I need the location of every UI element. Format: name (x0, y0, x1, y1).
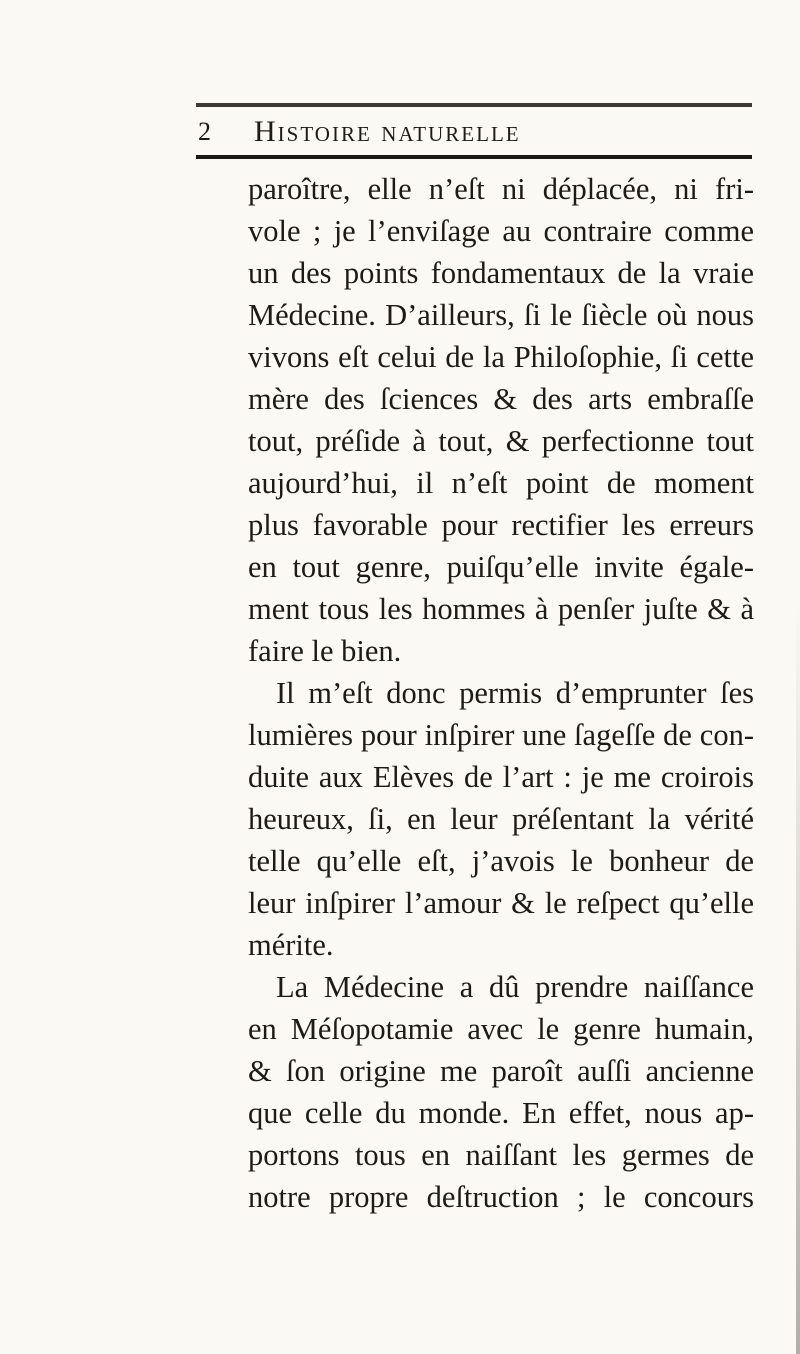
text-line: heureux, ſi, en leur préſentant la vérité (248, 802, 754, 836)
body-text (248, 168, 754, 1218)
text-line: vivons eſt celui de la Philoſophie, ſi cette (248, 340, 754, 374)
page-edge-shadow (796, 600, 800, 1354)
running-head (198, 112, 748, 152)
text-line: portons tous en naiſſant les germes de (248, 1138, 754, 1172)
text-line: paroître, elle n’eſt ni déplacée, ni fri- (248, 172, 754, 206)
paragraph-start-line: La Médecine a dû prendre naiſſance (276, 970, 754, 1004)
paragraph-start-line: Il m’eſt donc permis d’emprunter ſes (276, 676, 754, 710)
header-bottom-rule (196, 155, 752, 159)
text-line: tout, préſide à tout, & perfectionne tout (248, 424, 754, 458)
text-line: leur inſpirer l’amour & le reſpect qu’elle (248, 886, 754, 920)
text-line: plus favorable pour rectifier les erreurs (248, 508, 754, 542)
text-line: un des points fondamentaux de la vraie (248, 256, 754, 290)
text-line: notre propre deſtruction ; le concours (248, 1180, 754, 1214)
text-line: & ſon origine me paroît auſſi ancienne (248, 1054, 754, 1088)
text-line: duite aux Elèves de l’art : je me croirois (248, 760, 754, 794)
text-line: telle qu’elle eſt, j’avois le bonheur de (248, 844, 754, 878)
text-line: faire le bien. (248, 634, 402, 668)
text-line: aujourd’hui, il n’eſt point de moment (248, 466, 754, 500)
text-line: en Méſopotamie avec le genre humain, (248, 1012, 754, 1046)
header-top-rule (196, 103, 752, 107)
text-line: ment tous les hommes à penſer juſte & à (248, 592, 754, 626)
text-line: mérite. (248, 928, 334, 962)
text-line: vole ; je l’enviſage au contraire comme (248, 214, 754, 248)
text-line: Médecine. D’ailleurs, ſi le ſiècle où nous (248, 298, 754, 332)
text-line: en tout genre, puiſqu’elle invite égale- (248, 550, 754, 584)
text-line: lumières pour inſpirer une ſageſſe de con- (248, 718, 754, 752)
text-line: que celle du monde. En effet, nous ap- (248, 1096, 754, 1130)
page-number: 2 (198, 117, 213, 146)
running-title: Histoire naturelle (254, 115, 521, 148)
text-line: mère des ſciences & des arts embraſſe (248, 382, 754, 416)
